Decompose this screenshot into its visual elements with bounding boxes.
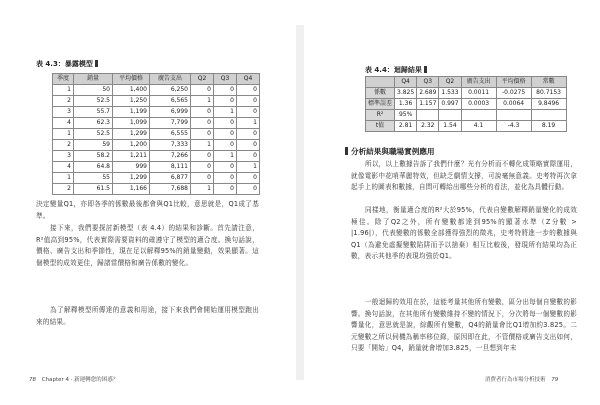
table-cell: 1,099 xyxy=(113,118,150,129)
table-cell: 0 xyxy=(214,96,237,107)
table-cell xyxy=(531,110,566,121)
table-cell: 8.19 xyxy=(531,121,566,132)
table-cell: 9.8496 xyxy=(531,99,566,110)
table-cell: 55.7 xyxy=(74,107,113,118)
regression-results-table xyxy=(365,76,567,132)
table-row xyxy=(366,110,567,121)
table-cell: 2.32 xyxy=(417,121,439,132)
table-cell: 2 xyxy=(53,140,74,151)
table-cell: 1 xyxy=(237,162,260,173)
table-cell: 0 xyxy=(214,129,237,140)
table-cell: 95% xyxy=(395,110,417,121)
table-cell: 1 xyxy=(214,151,237,162)
col-header-q2: Q2 xyxy=(439,77,461,88)
table-cell: 0 xyxy=(237,173,260,184)
caption-bar-icon xyxy=(424,66,427,73)
table-cell: 7,688 xyxy=(150,184,191,195)
right-paragraph-2: 同樣地，衡量適合度的R²大於95%，代表自變數解釋銷量變化的成效極佳。除了Q2之外，所有變數都達到95%的顯著水準（Z分數 > |1.96|），代表變數的係數全部獲得強烈的徵兆，史考特將進一步的數據與Q1（為避免虛擬變數陷阱而予以捨棄）相互比較後，發現所有結果均為正數，表示其他季的表現均強於Q1。 xyxy=(351,206,577,261)
right-page xyxy=(337,25,594,383)
table-cell: 0 xyxy=(237,85,260,96)
table-cell: 1,166 xyxy=(113,184,150,195)
col-header-corner xyxy=(366,77,395,88)
table-cell: 1.36 xyxy=(395,99,417,110)
col-header-quarter: 季度 xyxy=(53,74,74,85)
col-header-q2: Q2 xyxy=(191,74,214,85)
table-cell: 0 xyxy=(237,140,260,151)
table-cell: 6,250 xyxy=(150,85,191,96)
row-label: t值 xyxy=(366,121,395,132)
col-header-q4: Q4 xyxy=(237,74,260,85)
left-paragraph-2: 接下來，我們要探討新模型（表 4.4）的結果和診斷。首先請注意，R²值高到95%，代表實際需要資料的確遵守了模型的適合度。換句話說，價格、廣告支出和季節性，現在足以解釋95%的銷量變動，效果顯著。這個模型的成效更佳，歸諸當價格和廣告係數的變化。 xyxy=(36,224,259,267)
table-cell: 80.7153 xyxy=(531,88,566,99)
col-header-avg-price: 平均價格 xyxy=(496,77,531,88)
table-cell: 7,266 xyxy=(150,151,191,162)
table-cell: 52.5 xyxy=(74,96,113,107)
table-row xyxy=(53,96,260,107)
table-cell: 6,877 xyxy=(150,173,191,184)
table-cell: 0.997 xyxy=(439,99,461,110)
table-cell: 1 xyxy=(214,107,237,118)
table-cell: 0 xyxy=(237,107,260,118)
table-cell: 59 xyxy=(74,140,113,151)
table-cell: 1 xyxy=(191,184,214,195)
table-cell: 0 xyxy=(191,85,214,96)
table-cell: 4.1 xyxy=(461,121,496,132)
table-cell: 0 xyxy=(214,162,237,173)
table-cell: 1 xyxy=(191,96,214,107)
table-cell: 0.0064 xyxy=(496,99,531,110)
table-cell: -4.3 xyxy=(496,121,531,132)
table-cell: 1,250 xyxy=(113,96,150,107)
table-header-row xyxy=(366,77,567,88)
left-page-number: 78 xyxy=(29,377,36,383)
table-cell: 1 xyxy=(237,118,260,129)
table-cell: 50 xyxy=(74,85,113,96)
table-cell: 0 xyxy=(191,129,214,140)
table-header-row xyxy=(53,74,260,85)
right-paragraph-1: 所以，以上數據告訴了我們什麼？光有分析而不轉化成策略實際運用，就像電影中花哨華麗特效，但缺乏劇情支撐，可說毫無意義。史考特再次拿起手上的圖表和數據，自問可轉給出哪些分析的看法，並化為具體行動。 xyxy=(351,160,577,192)
table-cell: 0 xyxy=(191,118,214,129)
table-cell: 0.0011 xyxy=(461,88,496,99)
left-running-title: Chapter 4 · 新運轉您的困惑？ xyxy=(41,377,119,383)
table-cell: -0.0275 xyxy=(496,88,531,99)
table-cell xyxy=(417,110,439,121)
table-cell: 1,299 xyxy=(113,173,150,184)
table-cell: 0 xyxy=(191,173,214,184)
row-label: 標準誤差 xyxy=(366,99,395,110)
table-cell: 62.3 xyxy=(74,118,113,129)
table-cell: 0 xyxy=(237,151,260,162)
left-page xyxy=(25,25,282,383)
table-cell: 52.5 xyxy=(74,129,113,140)
section-title: 分析結果與職場實例應用 xyxy=(345,146,435,157)
left-table-caption: 表 4.3：暴露模型 xyxy=(36,59,98,69)
table-row xyxy=(366,121,567,132)
table-cell: 1.157 xyxy=(417,99,439,110)
table-cell: 1,299 xyxy=(113,129,150,140)
table-cell: 0 xyxy=(214,85,237,96)
table-row xyxy=(366,99,567,110)
table-cell: 0 xyxy=(214,140,237,151)
right-footer xyxy=(485,375,562,383)
table-cell: 999 xyxy=(113,162,150,173)
table-row xyxy=(53,162,260,173)
col-header-constant: 常數 xyxy=(531,77,566,88)
col-header-ad-spend: 廣告支出 xyxy=(150,74,191,85)
table-cell: 1 xyxy=(53,173,74,184)
table-cell: 2 xyxy=(53,96,74,107)
table-cell: 6,565 xyxy=(150,96,191,107)
table-row xyxy=(53,140,260,151)
col-header-ad-spend: 廣告支出 xyxy=(461,77,496,88)
left-paragraph-3: 為了解釋模型所傳達的意義和用途，接下來我們會開始運用模型跑出來的結果。 xyxy=(36,306,259,326)
table-cell: 61.5 xyxy=(74,184,113,195)
table-cell: 0 xyxy=(237,96,260,107)
table-cell: 0 xyxy=(214,184,237,195)
col-header-q3: Q3 xyxy=(214,74,237,85)
table-cell: 2 xyxy=(53,184,74,195)
book-gutter xyxy=(296,25,304,380)
table-row xyxy=(53,107,260,118)
col-header-sales: 銷量 xyxy=(74,74,113,85)
table-cell: 0 xyxy=(191,107,214,118)
row-label: 係數 xyxy=(366,88,395,99)
table-cell: 0 xyxy=(237,129,260,140)
table-cell: 1 xyxy=(53,85,74,96)
table-cell: 1 xyxy=(53,129,74,140)
table-row xyxy=(53,118,260,129)
col-header-avg-price: 平均價格 xyxy=(113,74,150,85)
table-cell: 2.81 xyxy=(395,121,417,132)
table-cell: 55 xyxy=(74,173,113,184)
table-cell: 0 xyxy=(191,162,214,173)
right-page-number: 79 xyxy=(551,377,559,383)
table-cell: 2.689 xyxy=(417,88,439,99)
table-cell: 0 xyxy=(214,173,237,184)
table-cell: 1.533 xyxy=(439,88,461,99)
table-cell: 4 xyxy=(53,118,74,129)
table-cell: 6,555 xyxy=(150,129,191,140)
table-cell: 7,333 xyxy=(150,140,191,151)
col-header-q4: Q4 xyxy=(395,77,417,88)
table-cell: 6,999 xyxy=(150,107,191,118)
table-row xyxy=(53,151,260,162)
right-table-caption: 表 4.4：迴歸結果 xyxy=(365,65,427,75)
regression-model-table xyxy=(52,73,260,195)
table-cell: 4 xyxy=(53,162,74,173)
table-row xyxy=(53,129,260,140)
table-cell: 3.825 xyxy=(395,88,417,99)
table-cell: 1,400 xyxy=(113,85,150,96)
table-row xyxy=(53,173,260,184)
table-cell: 0 xyxy=(214,118,237,129)
right-running-title: 消費者行為市場分析技術 xyxy=(485,377,546,383)
table-cell: 1 xyxy=(191,140,214,151)
table-cell: 0.0003 xyxy=(461,99,496,110)
table-cell: 1.54 xyxy=(439,121,461,132)
row-label: R² xyxy=(366,110,395,121)
table-cell: 1,199 xyxy=(113,107,150,118)
table-cell: 3 xyxy=(53,151,74,162)
left-paragraph-1: 決定變量Q1，亦即各季的係數最後都會與Q1比較，意思就是，Q1成了基準。 xyxy=(36,200,259,220)
table-cell: 1,200 xyxy=(113,140,150,151)
section-marker-icon xyxy=(345,147,348,155)
col-header-q3: Q3 xyxy=(417,77,439,88)
table-cell: 64.8 xyxy=(74,162,113,173)
table-row xyxy=(366,88,567,99)
table-cell xyxy=(496,110,531,121)
table-cell: 0 xyxy=(191,151,214,162)
caption-bar-icon xyxy=(95,60,98,67)
table-cell: 1,211 xyxy=(113,151,150,162)
table-cell: 7,799 xyxy=(150,118,191,129)
table-cell xyxy=(461,110,496,121)
right-paragraph-3: 一般迴歸的效用在於，這能考量其他所有變數，區分出每個自變數的影響。換句話說，在其他所有變數維持不變的情況下，分次將每一個變數的影響量化，意思就是說，綜觀所有變數，Q4的銷量會比Q1增加約3.825。二元變數之所以伺機為稱率移位錄，原因即在此，不管價格或廣告支出如何，只要「開始」Q4，銷量就會增加3.825，一旦想到年末 xyxy=(351,298,577,353)
table-row xyxy=(53,85,260,96)
table-cell: 3 xyxy=(53,107,74,118)
table-cell xyxy=(439,110,461,121)
table-row xyxy=(53,184,260,195)
table-cell: 0 xyxy=(237,184,260,195)
left-footer xyxy=(29,375,118,383)
table-cell: 8,111 xyxy=(150,162,191,173)
table-cell: 58.2 xyxy=(74,151,113,162)
